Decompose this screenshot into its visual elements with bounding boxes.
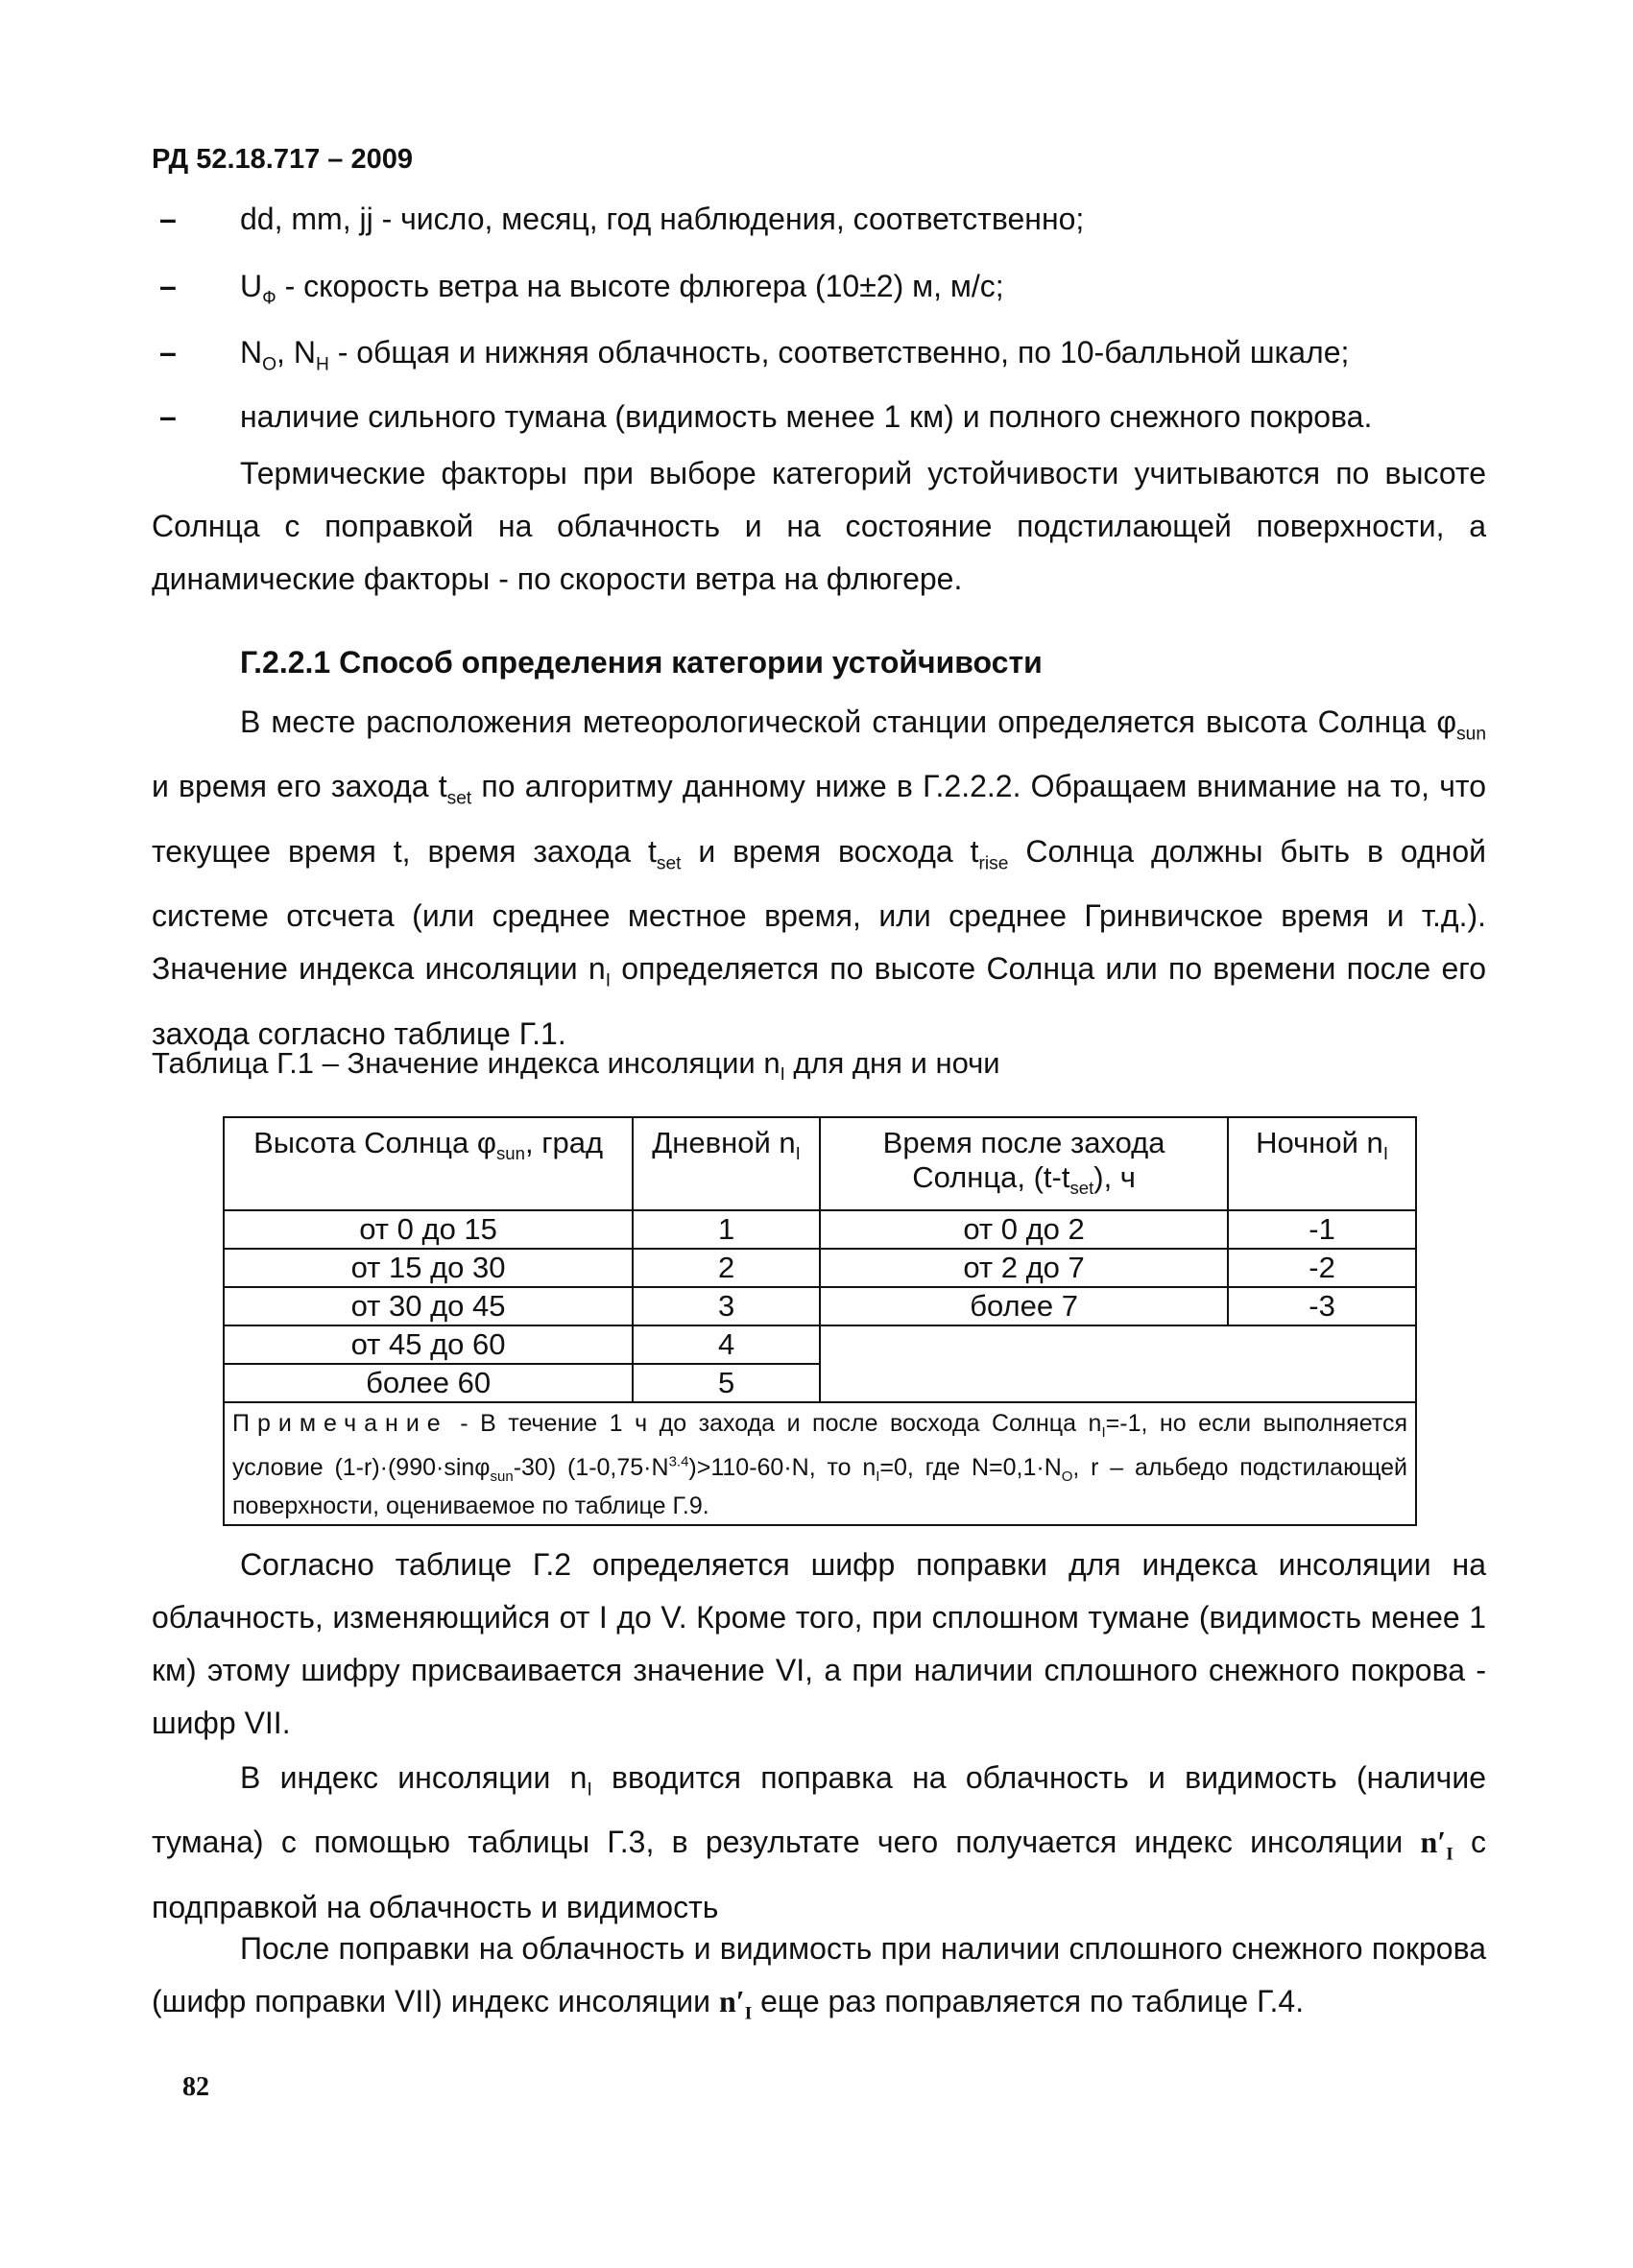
paragraph-snow-correction: После поправки на облачность и видимость при наличии сплошного снежного покрова (шифр поправки VII) индекс инсоляции $n'_I$ еще раз поправляется по таблице Г.4. <box>152 1931 1486 2024</box>
cell-time-after-sunset: более 7 <box>820 1287 1228 1325</box>
bullet-wind: – $U_Ф$ - скорость ветра на высоте флюгера (10±2) м, м/с; <box>240 267 1004 318</box>
cell-day-index: 5 <box>633 1364 820 1402</box>
table-row <box>224 1287 1416 1325</box>
bullet-cloudiness: – $N_O$, $N_H$ - общая и нижняя облачность, соответственно, по 10-балльной шкале; <box>240 333 1349 384</box>
paragraph-thermal-factors: Термические факторы при выборе категорий устойчивости учитываются по высоте Солнца с поправкой на облачность и на состояние подстилающей поверхности, а динамические факторы - по скорости ветра на флюгере. <box>152 456 1486 596</box>
bullet-fog-snow: – наличие сильного тумана (видимость менее 1 км) и полного снежного покрова. <box>240 397 1372 436</box>
empty-cell <box>820 1325 1416 1402</box>
cell-sun-height: от 30 до 45 <box>224 1287 633 1325</box>
paragraph-insolation-correction: В индекс инсоляции $n_I$ вводится поправка на облачность и видимость (наличие тумана) с помощью таблицы Г.3, в результате чего получается индекс инсоляции $n'_I$ с подправкой на облачность и видимость <box>152 1760 1487 1924</box>
note-text: - В течение 1 ч до захода и после восхода Солнца $n_I=-1$, но если выполняется условие (1-r)·(990·sinφ$_{sun}$-30) $(1-0,75\cdot N^{3.4})>110-60\cdot N$, то $n_I=0$, где $N=0,1\cdot N_O$, r – альбедо подстилающей поверхности, оцениваемое по таблице Г.9. <box>232 1410 1408 1519</box>
header-sun-height: Высота Солнца $\varphi_{sun}$, град <box>224 1117 633 1210</box>
cell-day-index: 2 <box>633 1249 820 1287</box>
cell-day-index: 3 <box>633 1287 820 1325</box>
table-header-row <box>224 1117 1416 1210</box>
page-number: 82 <box>182 2072 209 2102</box>
cell-night-index: -3 <box>1228 1287 1416 1325</box>
cell-sun-height: от 0 до 15 <box>224 1210 633 1249</box>
cell-sun-height: от 15 до 30 <box>224 1249 633 1287</box>
table-row <box>224 1210 1416 1249</box>
paragraph-method: В месте расположения метеорологической станции определяется высота Солнца $\varphi_{sun}$ и время его захода $t_{set}$ по алгоритму данному ниже в Г.2.2.2. Обращаем внимание на то, что текущее время t, время захода $t_{set}$ и время восхода $t_{rise}$ Солнца должны быть в одной системе отсчета (или среднее местное время, или среднее Гринвичское время и т.д.). Значение индекса инсоляции $n_I$ определяется по высоте Солнца или по времени после его захода согласно таблице Г.1. <box>152 704 1487 1051</box>
cell-night-index: -1 <box>1228 1210 1416 1249</box>
cell-day-index: 4 <box>633 1325 820 1364</box>
cell-night-index: -2 <box>1228 1249 1416 1287</box>
cell-time-after-sunset: от 2 до 7 <box>820 1249 1228 1287</box>
table-caption: Таблица Г.1 – Значение индекса инсоляции $n_I$ для дня и ночи <box>152 1046 1000 1085</box>
table-note-row <box>224 1402 1416 1524</box>
table-note <box>224 1402 1416 1524</box>
paragraph-correction-code: Согласно таблице Г.2 определяется шифр поправки для индекса инсоляции на облачность, изменяющийся от I до V. Кроме того, при сплошном тумане (видимость менее 1 км) этому шифру присваивается значение VI, а при наличии сплошного снежного покрова - шифр VII. <box>152 1547 1486 1740</box>
header-night-index: Ночной $n_I$ <box>1228 1117 1416 1210</box>
table-row <box>224 1249 1416 1287</box>
cell-time-after-sunset: от 0 до 2 <box>820 1210 1228 1249</box>
cell-sun-height: более 60 <box>224 1364 633 1402</box>
document-header: РД 52.18.717 – 2009 <box>152 144 414 175</box>
section-heading: Г.2.2.1 Способ определения категории устойчивости <box>240 645 1043 680</box>
header-time-after-sunset: Время после захода Солнца, $(t-t_{set})$, ч <box>820 1117 1228 1210</box>
note-label: Примечание <box>232 1410 448 1438</box>
header-day-index: Дневной $n_I$ <box>633 1117 820 1210</box>
insolation-index-table <box>223 1116 1417 1526</box>
bullet-date: – dd, mm, jj - число, месяц, год наблюдения, соответственно; <box>240 200 1084 238</box>
table-row <box>224 1325 1416 1364</box>
cell-day-index: 1 <box>633 1210 820 1249</box>
cell-sun-height: от 45 до 60 <box>224 1325 633 1364</box>
